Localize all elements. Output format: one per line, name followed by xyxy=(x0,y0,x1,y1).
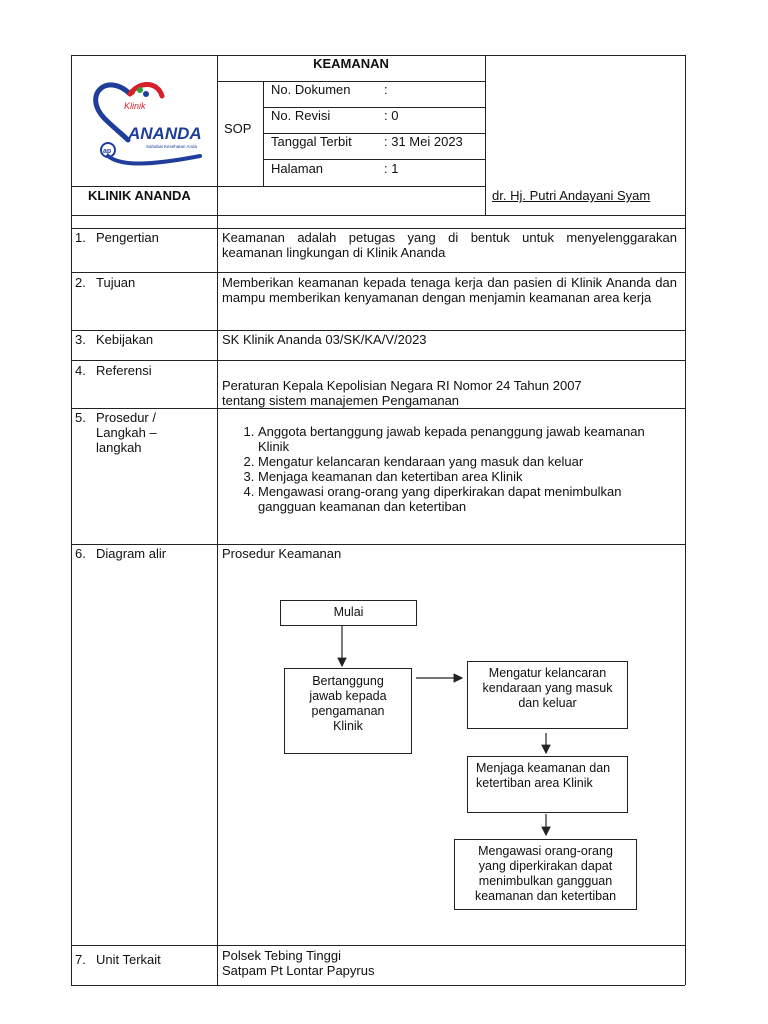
section-label: Kebijakan xyxy=(96,332,154,347)
svg-text:ap: ap xyxy=(103,148,112,155)
doc-field-label: Tanggal Terbit xyxy=(271,134,352,149)
referensi-line: tentang sistem manajemen Pengamanan xyxy=(222,393,460,408)
section-label: Prosedur / xyxy=(96,410,156,425)
doc-field-value: : xyxy=(384,82,388,97)
doc-field-value: : 0 xyxy=(384,108,399,123)
section-number: 6. xyxy=(75,546,86,561)
flow-box-mulai: Mulai xyxy=(280,600,417,626)
section-label: Tujuan xyxy=(96,275,136,290)
section-number: 3. xyxy=(75,332,86,347)
procedure-step: 2. Mengatur kelancaran kendaraan yang masuk dan keluar xyxy=(258,454,660,469)
section-number: 4. xyxy=(75,363,86,378)
section-label: Diagram alir xyxy=(96,546,167,561)
flow-box-menjaga: Menjaga keamanan dan ketertiban area Klinik xyxy=(467,756,628,813)
section-number: 2. xyxy=(75,275,86,290)
doc-field-label: No. Dokumen xyxy=(271,82,351,97)
diagram-title: Prosedur Keamanan xyxy=(222,546,342,561)
section-label: langkah xyxy=(96,440,142,455)
pengertian-text: Keamanan adalah petugas yang di bentuk untuk menyelenggarakan keamanan lingkungan di Klinik Ananda xyxy=(222,230,677,260)
section-label: Referensi xyxy=(96,363,152,378)
procedure-step: 4. Mengawasi orang-orang yang diperkirakan dapat menimbulkan gangguan keamanan dan ketertiban xyxy=(258,484,660,514)
sop-label: SOP xyxy=(224,121,252,136)
section-label: Unit Terkait xyxy=(96,952,161,967)
doc-field-value: : 31 Mei 2023 xyxy=(384,134,463,149)
referensi-line: Peraturan Kepala Kepolisian Negara RI Nomor 24 Tahun 2007 xyxy=(222,378,582,393)
section-label: Langkah – xyxy=(96,425,157,440)
flow-box-mengawasi: Mengawasi orang-orang yang diperkirakan dapat menimbulkan gangguan keamanan dan ketertiban xyxy=(454,839,637,910)
document-title: KEAMANAN xyxy=(313,56,389,71)
clinic-name: KLINIK ANANDA xyxy=(88,188,191,203)
section-number: 1. xyxy=(75,230,86,245)
doc-field-label: Halaman xyxy=(271,161,324,176)
procedure-step: 1. Anggota bertanggung jawab kepada penanggung jawab keamanan Klinik xyxy=(258,424,660,454)
flow-box-mengatur: Mengatur kelancaran kendaraan yang masuk dan keluar xyxy=(467,661,628,729)
doc-field-label: No. Revisi xyxy=(271,108,331,123)
flow-box-bertanggung: Bertanggung jawab kepada pengamanan Klinik xyxy=(284,668,412,754)
svg-text:ANANDA: ANANDA xyxy=(128,124,202,143)
unit-line: Polsek Tebing Tinggi xyxy=(222,948,342,963)
section-label: Pengertian xyxy=(96,230,159,245)
signatory-name: dr. Hj. Putri Andayani Syam xyxy=(492,188,651,203)
section-number: 5. xyxy=(75,410,86,425)
svg-text:Klinik: Klinik xyxy=(124,101,146,111)
doc-field-value: : 1 xyxy=(384,161,399,176)
tujuan-text: Memberikan keamanan kepada tenaga kerja dan pasien di Klinik Ananda dan mampu memberikan kenyamanan dengan menjamin keamanan area kerja xyxy=(222,275,677,305)
section-number: 7. xyxy=(75,952,86,967)
svg-text:Sahabat Kesehatan Anda: Sahabat Kesehatan Anda xyxy=(146,144,198,149)
kebijakan-text: SK Klinik Ananda 03/SK/KA/V/2023 xyxy=(222,332,427,347)
unit-line: Satpam Pt Lontar Papyrus xyxy=(222,963,375,978)
procedure-step: 3. Menjaga keamanan dan ketertiban area Klinik xyxy=(258,469,660,484)
